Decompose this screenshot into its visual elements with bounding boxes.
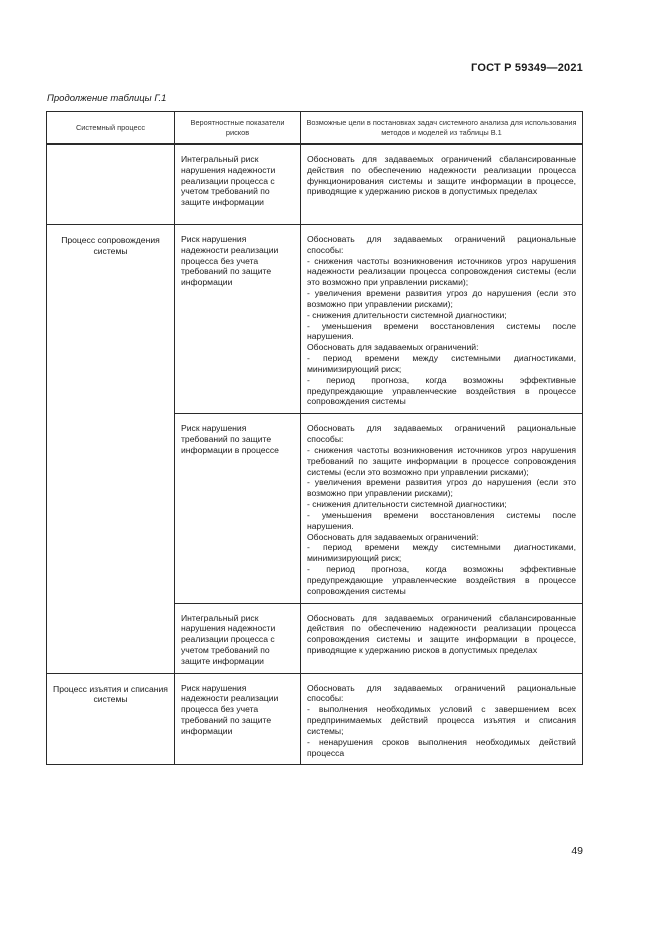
goal-line: - период времени между системными диагностиками, минимизирующий риск; [307,353,576,374]
goal-line: Обосновать для задаваемых ограничений сбалансированные действия по обеспечению надежности реализации процесса функционирования системы и защите информации в процессе, приводящие к удержанию рисков в допустимых пределах [307,154,576,197]
goal-line: - уменьшения времени восстановления системы после нарушения. [307,320,576,342]
goal-cell [301,144,583,225]
risk-cell: Интегральный риск нарушения надежности реализации процесса с учетом требований по защите информации [175,603,301,673]
goal-line: Обосновать для задаваемых ограничений: [307,342,479,353]
goal-cell [301,225,583,414]
goal-line: Обосновать для задаваемых ограничений рациональные способы: [307,234,576,255]
goal-line: Обосновать для задаваемых ограничений сбалансированные действия по обеспечению надежности реализации процесса сопровождения системы и защите информации в процессе, приводящие к удержанию рисков в допустимых пределах [307,612,576,655]
table-header-row [47,112,583,145]
goal-cell [301,414,583,603]
page-number: 49 [571,845,583,857]
process-cell [47,144,175,225]
goal-cell [301,673,583,765]
goal-line: - увеличения времени развития угроз до нарушения (если это возможно при управлении рисками); [307,288,576,309]
goal-line: Обосновать для задаваемых ограничений рациональные способы: [307,423,576,445]
risk-cell: Интегральный риск нарушения надежности реализации процесса с учетом требований по защите информации [175,144,301,225]
goal-cell [301,603,583,673]
goal-line: - период прогноза, когда возможны эффективные предупреждающие управленческие воздействия в процессе сопровождения системы [307,564,576,596]
table-row [47,225,583,414]
column-header-process: Системный процесс [47,112,175,145]
goal-line: - снижения длительности системной диагностики; [307,309,507,320]
goal-line: Обосновать для задаваемых ограничений: [307,531,479,542]
table-row [47,144,583,225]
risk-cell: Риск нарушения надежности реализации процесса без учета требований по защите информации [175,225,301,414]
risk-goals-table [46,111,583,765]
table-row [47,673,583,765]
column-header-risk-indicators: Вероятностные показатели рисков [175,112,301,145]
goal-line: - снижения частоты возникновения источников угроз нарушения надежности реализации процесса сопровождения системы (если это возможно при управлении рисками); [307,255,576,288]
goal-line: - ненарушения сроков выполнения необходимых действий процесса [307,736,576,758]
goal-line: - период прогноза, когда возможны эффективные предупреждающие управленческие воздействия в процессе сопровождения системы [307,374,576,407]
goal-line: Обосновать для задаваемых ограничений рациональные способы: [307,682,576,704]
column-header-analysis-goals: Возможные цели в постановках задач системного анализа для использования методов и моделей из таблицы В.1 [301,112,583,145]
risk-cell: Риск нарушения требований по защите информации в процессе [175,414,301,603]
goal-line: - выполнения необходимых условий с завершением всех предпринимаемых действий процесса изъятия и списания системы; [307,704,576,736]
table-continuation-caption: Продолжение таблицы Г.1 [47,93,167,104]
document-id: ГОСТ Р 59349—2021 [471,62,583,74]
process-cell: Процесс сопровождения системы [47,225,175,674]
goal-line: - снижения частоты возникновения источников угроз нарушения требований по защите информации в процессе сопровождения системы (если это возможно при управлении рисками); [307,444,576,477]
goal-line: - уменьшения времени восстановления системы после нарушения. [307,509,576,531]
goal-line: - снижения длительности системной диагностики; [307,499,507,510]
process-cell: Процесс изъятия и списания системы [47,673,175,765]
risk-cell: Риск нарушения надежности реализации процесса без учета требований по защите информации [175,673,301,765]
goal-line: - увеличения времени развития угроз до нарушения (если это возможно при управлении рисками); [307,477,576,499]
goal-line: - период времени между системными диагностиками, минимизирующий риск; [307,542,576,564]
